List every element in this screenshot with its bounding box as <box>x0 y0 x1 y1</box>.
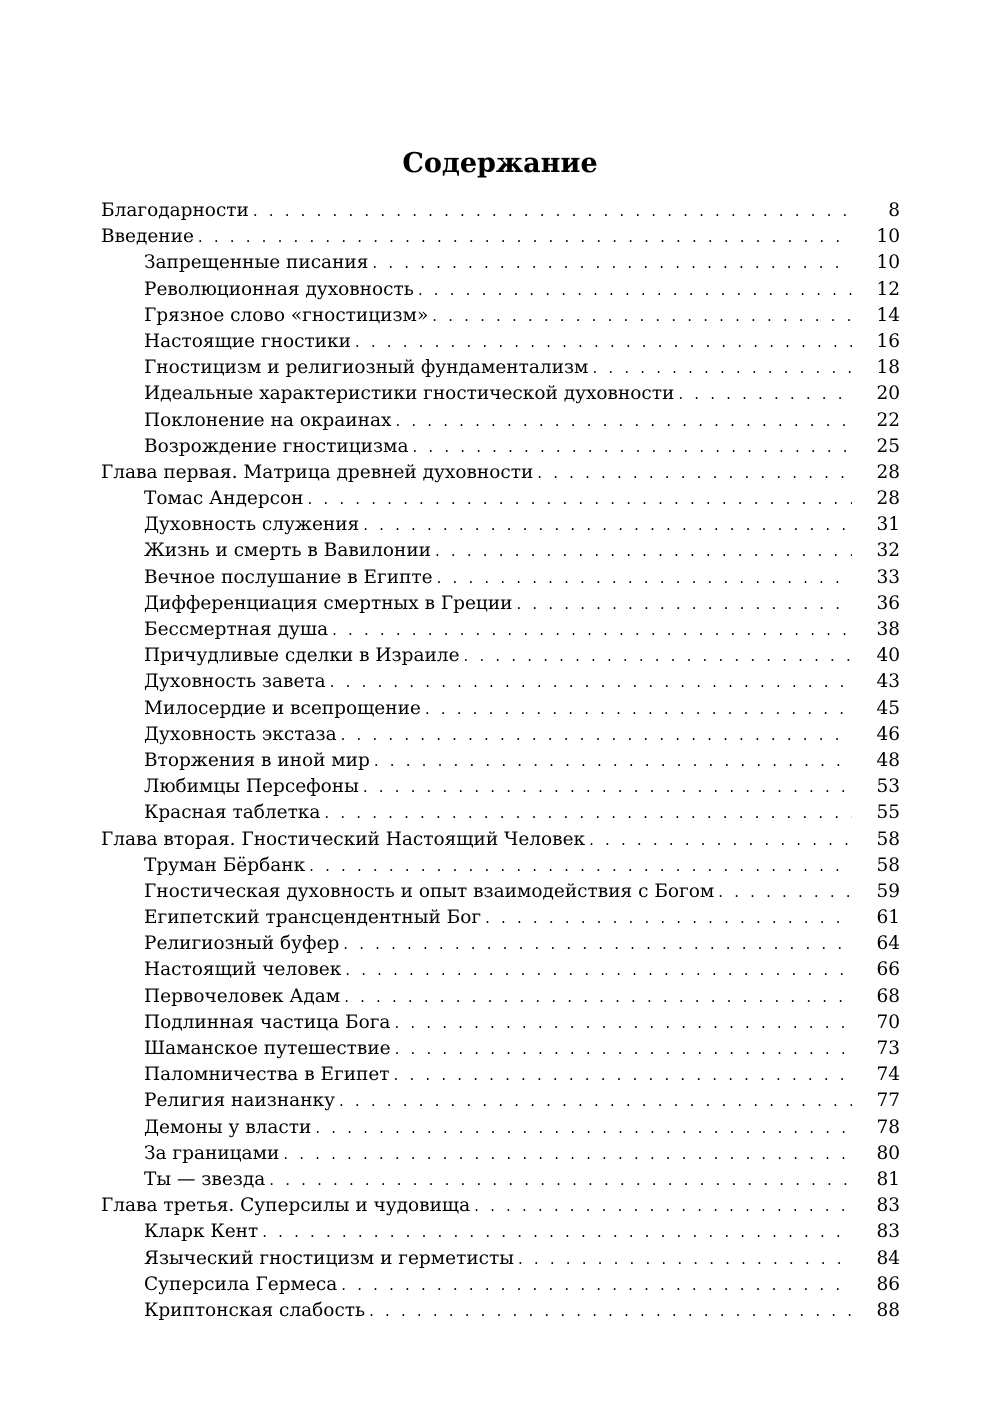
dot-leader <box>198 224 852 250</box>
toc-subentry <box>101 277 900 303</box>
toc-subentry <box>101 355 900 381</box>
toc-entry-label: Грязное слово «гностицизм» <box>144 304 429 326</box>
toc-subentry <box>101 512 900 538</box>
toc-page-number: 36 <box>876 592 900 614</box>
toc-page-number: 48 <box>876 749 900 771</box>
page-title: Содержание <box>402 148 598 179</box>
toc-page-number: 84 <box>876 1247 900 1269</box>
toc-page-number: 28 <box>876 461 900 483</box>
dot-leader <box>412 434 852 460</box>
toc-entry-label: Духовность завета <box>144 671 326 693</box>
toc-page-number: 68 <box>876 985 900 1007</box>
toc-entry-label: Языческий гностицизм и герметисты <box>144 1247 514 1269</box>
toc-subentry <box>101 696 900 722</box>
toc-page-number: 14 <box>876 304 900 326</box>
toc-subentry <box>101 853 900 879</box>
toc-entry-label: Любимцы Персефоны <box>144 776 359 798</box>
toc-page-number: 64 <box>876 933 900 955</box>
toc-page-number: 80 <box>876 1142 900 1164</box>
dot-leader <box>718 879 852 905</box>
toc-page-number: 74 <box>876 1064 900 1086</box>
toc-entry-label: Революционная духовность <box>144 278 414 300</box>
toc-entry-label: Бессмертная душа <box>144 619 329 640</box>
toc-page-number: 40 <box>876 645 900 667</box>
toc-subentry <box>101 931 900 957</box>
dot-leader <box>464 643 852 669</box>
toc-entry-label: Милосердие и всепрощение <box>144 697 421 719</box>
toc-entry-label: Духовность служения <box>144 514 360 536</box>
toc-page-number: 38 <box>876 619 900 640</box>
toc-page-number: 58 <box>876 854 900 876</box>
toc-entry-label: Идеальные характеристики гностической духовности <box>144 383 675 405</box>
toc-subentry <box>101 303 900 329</box>
toc-entry-label: Суперсила Гермеса <box>144 1273 338 1295</box>
toc-entry-label: Первочеловек Адам <box>144 985 341 1007</box>
toc-page-number: 61 <box>876 907 900 929</box>
toc-subentry <box>101 1246 900 1272</box>
table-of-contents <box>101 198 900 1324</box>
toc-entry-label: Возрождение гностицизма <box>144 435 409 457</box>
toc-subentry <box>101 1010 900 1036</box>
toc-subentry <box>101 1062 900 1088</box>
toc-subentry <box>101 984 900 1010</box>
toc-subentry <box>101 905 900 931</box>
toc-entry-label: Благодарности <box>101 200 249 221</box>
dot-leader <box>395 408 852 434</box>
toc-entry-label: Труман Бёрбанк <box>144 854 306 876</box>
dot-leader <box>262 1219 852 1245</box>
toc-subentry <box>101 722 900 748</box>
dot-leader <box>363 512 852 538</box>
dot-leader <box>516 591 852 617</box>
toc-subentry <box>101 1219 900 1245</box>
toc-page-number: 25 <box>876 435 900 457</box>
toc-page-number: 78 <box>876 1116 900 1138</box>
dot-leader <box>253 198 852 224</box>
toc-entry-label: Религия наизнанку <box>144 1090 335 1112</box>
toc-chapter-entry <box>101 460 900 486</box>
toc-chapter-entry <box>101 198 900 224</box>
dot-leader <box>369 1298 852 1324</box>
toc-entry-label: Криптонская слабость <box>144 1299 366 1321</box>
toc-subentry <box>101 748 900 774</box>
dot-leader <box>435 538 852 564</box>
dot-leader <box>269 1167 852 1193</box>
toc-page-number: 83 <box>876 1195 900 1217</box>
dot-leader <box>332 617 852 643</box>
toc-entry-label: Красная таблетка <box>144 802 321 824</box>
dot-leader <box>485 905 852 931</box>
toc-chapter-entry <box>101 224 900 250</box>
toc-page-number: 86 <box>876 1273 900 1295</box>
toc-page-number: 10 <box>876 252 900 274</box>
toc-page-number: 28 <box>876 488 900 510</box>
toc-entry-label: Причудливые сделки в Израиле <box>144 645 460 667</box>
dot-leader <box>372 250 852 276</box>
toc-subentry <box>101 408 900 434</box>
dot-leader <box>394 1010 852 1036</box>
toc-entry-label: Глава первая. Матрица древней духовности <box>101 461 534 483</box>
toc-page-number: 81 <box>876 1168 900 1190</box>
dot-leader <box>345 957 852 983</box>
toc-page-number: 53 <box>876 776 900 798</box>
toc-page-number: 33 <box>876 566 900 588</box>
toc-page-number: 88 <box>876 1299 900 1321</box>
toc-subentry <box>101 329 900 355</box>
toc-subentry <box>101 486 900 512</box>
toc-subentry <box>101 1141 900 1167</box>
dot-leader <box>355 329 852 355</box>
toc-entry-label: Глава вторая. Гностический Настоящий Человек <box>101 828 586 850</box>
dot-leader <box>343 931 852 957</box>
toc-page-number: 20 <box>876 383 900 405</box>
toc-entry-label: Демоны у власти <box>144 1116 312 1138</box>
toc-entry-label: Томас Андерсон <box>144 488 304 510</box>
dot-leader <box>394 1062 852 1088</box>
dot-leader <box>425 696 852 722</box>
toc-entry-label: Шаманское путешествие <box>144 1038 391 1059</box>
dot-leader <box>308 486 853 512</box>
toc-entry-label: За границами <box>144 1142 280 1164</box>
toc-subentry <box>101 1298 900 1324</box>
dot-leader <box>418 277 852 303</box>
toc-page-number: 66 <box>876 959 900 981</box>
toc-page-number: 45 <box>876 697 900 719</box>
toc-page-number: 83 <box>876 1221 900 1243</box>
toc-subentry <box>101 434 900 460</box>
toc-subentry <box>101 800 900 826</box>
toc-entry-label: Кларк Кент <box>144 1221 259 1243</box>
toc-subentry <box>101 250 900 276</box>
toc-subentry <box>101 1272 900 1298</box>
dot-leader <box>363 774 852 800</box>
toc-entry-label: Ты — звезда <box>144 1168 266 1190</box>
dot-leader <box>341 1272 852 1298</box>
dot-leader <box>309 853 852 879</box>
toc-subentry <box>101 1115 900 1141</box>
toc-entry-label: Жизнь и смерть в Вавилонии <box>144 540 431 562</box>
dot-leader <box>339 1088 852 1114</box>
dot-leader <box>283 1141 852 1167</box>
dot-leader <box>589 827 852 853</box>
toc-page-number: 46 <box>876 723 900 745</box>
dot-leader <box>592 355 852 381</box>
toc-subentry <box>101 669 900 695</box>
toc-subentry <box>101 1167 900 1193</box>
toc-subentry <box>101 1036 900 1062</box>
toc-entry-label: Гностическая духовность и опыт взаимодействия с Богом <box>144 880 715 902</box>
toc-page-number: 22 <box>876 409 900 431</box>
toc-page-number: 16 <box>876 330 900 352</box>
toc-page-number: 12 <box>876 278 900 300</box>
toc-chapter-entry <box>101 827 900 853</box>
dot-leader <box>395 1036 852 1062</box>
dot-leader <box>374 748 852 774</box>
toc-entry-label: Глава третья. Суперсилы и чудовища <box>101 1195 471 1217</box>
toc-entry-label: Введение <box>101 226 194 248</box>
dot-leader <box>518 1246 852 1272</box>
toc-page-number: 58 <box>876 828 900 850</box>
toc-page-number: 43 <box>876 671 900 693</box>
toc-entry-label: Поклонение на окраинах <box>144 409 392 431</box>
dot-leader <box>330 669 852 695</box>
toc-page-number: 59 <box>876 880 900 902</box>
toc-page-number: 55 <box>876 802 900 824</box>
toc-page-number: 32 <box>876 540 900 562</box>
toc-entry-label: Вечное послушание в Египте <box>144 566 433 588</box>
toc-page-number: 8 <box>888 200 900 221</box>
toc-subentry <box>101 591 900 617</box>
dot-leader <box>432 303 852 329</box>
toc-entry-label: Вторжения в иной мир <box>144 749 370 771</box>
toc-entry-label: Настоящий человек <box>144 959 342 981</box>
toc-page-number: 10 <box>876 226 900 248</box>
toc-subentry <box>101 617 900 643</box>
toc-entry-label: Настоящие гностики <box>144 330 351 352</box>
toc-page-number: 31 <box>876 514 900 536</box>
dot-leader <box>437 565 852 591</box>
toc-page-number: 70 <box>876 1011 900 1033</box>
toc-subentry <box>101 957 900 983</box>
toc-subentry <box>101 381 900 407</box>
toc-subentry <box>101 774 900 800</box>
toc-entry-label: Дифференциация смертных в Греции <box>144 592 513 614</box>
toc-entry-label: Духовность экстаза <box>144 723 337 745</box>
toc-entry-label: Запрещенные писания <box>144 252 369 274</box>
toc-entry-label: Подлинная частица Бога <box>144 1011 391 1033</box>
toc-subentry <box>101 879 900 905</box>
toc-page-number: 73 <box>876 1038 900 1059</box>
dot-leader <box>537 460 852 486</box>
toc-entry-label: Паломничества в Египет <box>144 1064 390 1086</box>
toc-page-number: 18 <box>876 357 900 379</box>
toc-subentry <box>101 643 900 669</box>
toc-entry-label: Религиозный буфер <box>144 933 340 955</box>
toc-page-number: 77 <box>876 1090 900 1112</box>
toc-entry-label: Египетский трансцендентный Бог <box>144 907 482 929</box>
toc-entry-label: Гностицизм и религиозный фундаментализм <box>144 357 589 379</box>
toc-chapter-entry <box>101 1193 900 1219</box>
toc-subentry <box>101 565 900 591</box>
dot-leader <box>678 381 852 407</box>
dot-leader <box>344 984 852 1010</box>
dot-leader <box>474 1193 852 1219</box>
toc-subentry <box>101 1088 900 1114</box>
dot-leader <box>315 1115 852 1141</box>
toc-subentry <box>101 538 900 564</box>
dot-leader <box>341 722 852 748</box>
dot-leader <box>324 800 852 826</box>
